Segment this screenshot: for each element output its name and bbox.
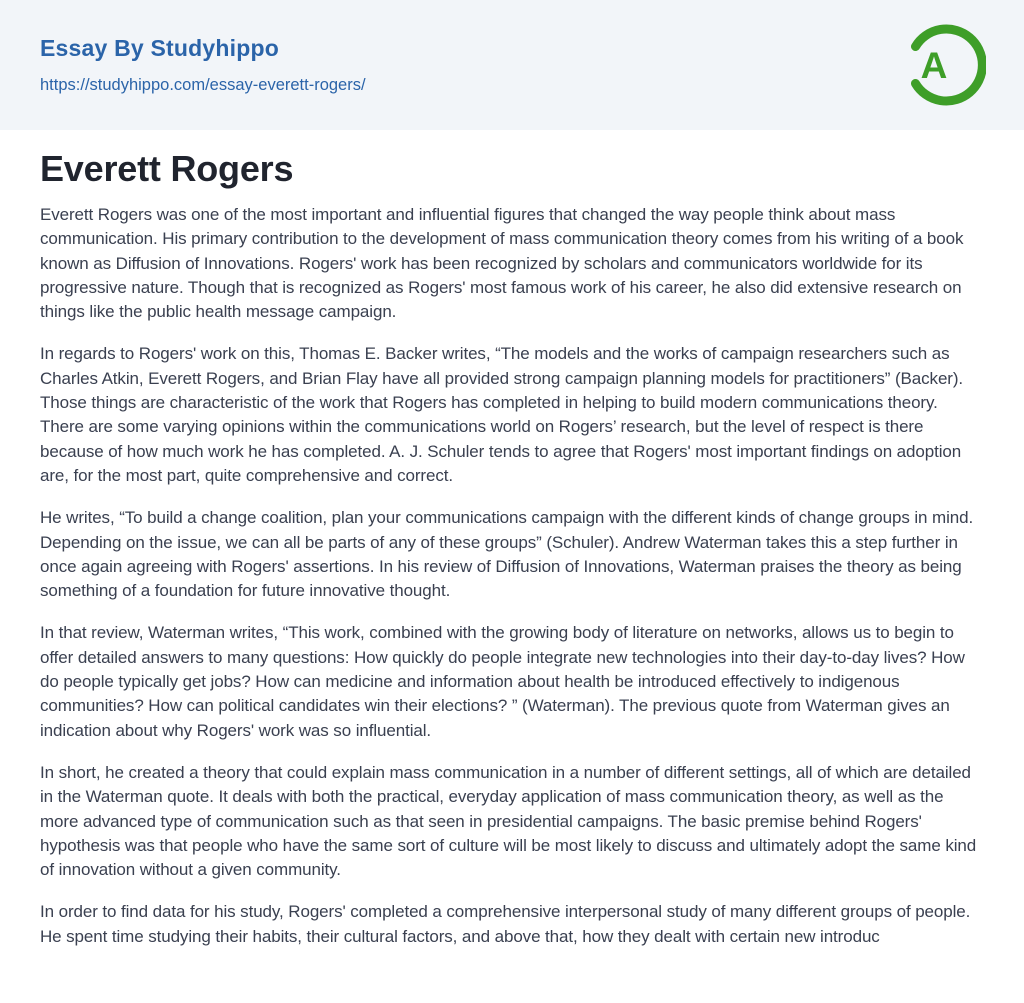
site-title: Essay By Studyhippo [40,35,279,61]
essay-paragraph: In short, he created a theory that could explain mass communication in a number of different settings, all of which are detailed in the Waterman quote. It deals with both the practical, everyday application of mass communication theory, as well as the more advanced type of communication such as that seen in presidential campaigns. The basic premise behind Rogers' hypothesis was that people who have the same sort of culture will be most likely to discuss and ultimately adopt the same kind of innovation without a given community. [40,762,977,880]
essay-paragraph: In regards to Rogers' work on this, Thomas E. Backer writes, “The models and the works of campaign researchers such as Charles Atkin, Everett Rogers, and Brian Flay have all provided strong campaign planning models for practitioners” (Backer). Those things are characteristic of the work that Rogers has completed in helping to build modern communications theory. There are some varying opinions within the communications world on Rogers’ research, but the level of respect is there because of how much work he has completed. A. J. Schuler tends to agree that Rogers' most important findings on adoption are, for the most part, quite comprehensive and correct. [40,344,964,485]
essay-paragraph: He writes, “To build a change coalition, plan your communications campaign with the different kinds of change groups in mind. Depending on the issue, we can all be parts of any of these groups” (Schuler). Andrew Waterman takes this a step further in once again agreeing with Rogers' assertions. In his review of Diffusion of Innovations, Waterman praises the theory as being something of a foundation for future innovative thought. [40,508,974,601]
essay-paragraph: Everett Rogers was one of the most important and influential figures that changed the way people think about mass communication. His primary contribution to the development of mass communication theory comes from his writing of a book known as Diffusion of Innovations. Rogers' work has been recognized by scholars and communicators worldwide for its progressive nature. Though that is recognized as Rogers' most famous work of his career, he also did extensive research on things like the public health message campaign. [40,205,964,322]
page-header [0,0,1024,130]
header-text-block [40,35,366,95]
logo-letter: A [920,45,948,86]
page-url-link[interactable]: https://studyhippo.com/essay-everett-rogers/ [40,76,366,94]
studyhippo-logo [902,23,986,107]
page-title: Everett Rogers [40,148,294,189]
essay-paragraph: In that review, Waterman writes, “This work, combined with the growing body of literature on networks, allows us to begin to offer detailed answers to many questions: How quickly do people integrate new technologies into their day-to-day lives? How do people typically get jobs? How can medicine and information about health be introduced effectively to indigenous communities? How can political candidates win their elections? ” (Waterman). The previous quote from Waterman gives an indication about why Rogers' work was so influential. [40,623,965,740]
essay-paragraph: In order to find data for his study, Rogers' completed a comprehensive interpersonal study of many different groups of people. He spent time studying their habits, their cultural factors, and above that, how they dealt with certain new introduc [40,902,971,946]
essay-content [0,130,1024,949]
